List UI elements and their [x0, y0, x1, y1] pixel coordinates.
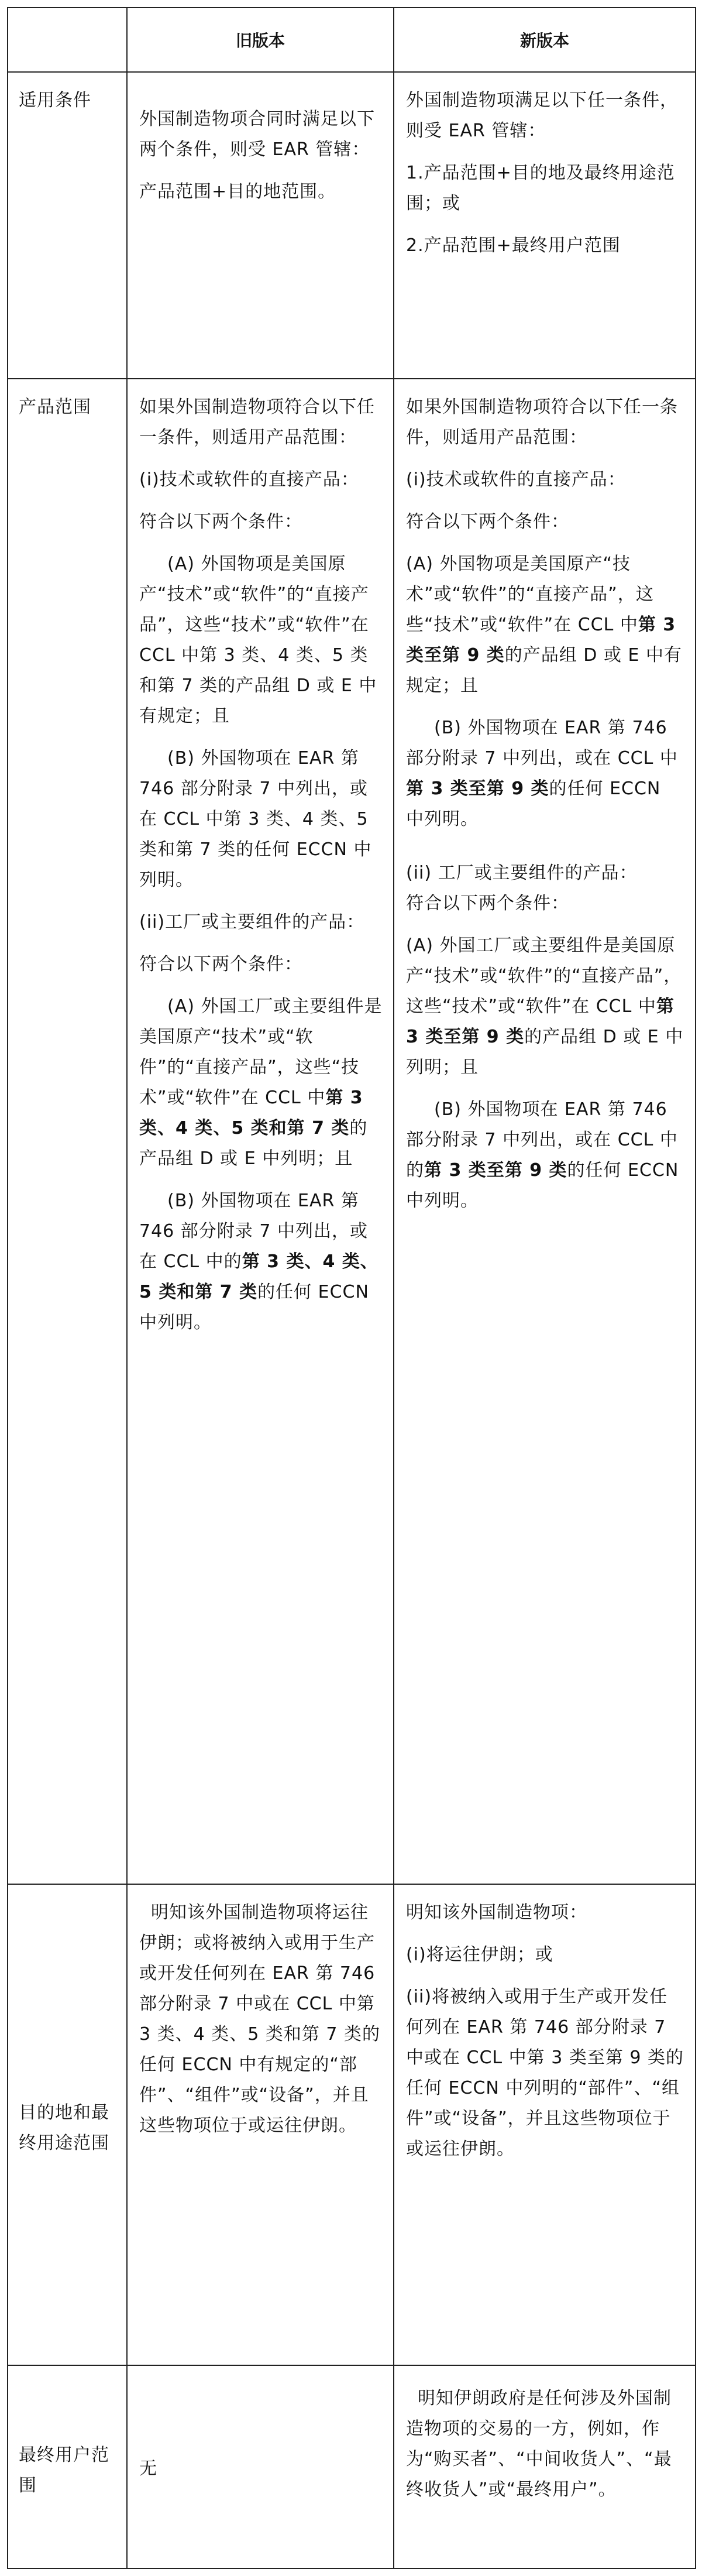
new-bold-text: 第 3 类至第 9 类 [406, 615, 676, 666]
old-text: 无 [139, 2458, 157, 2479]
old-text: (B) 外国物项在 EAR 第 746 部分附录 7 中列出，或在 CCL 中第 3 类、4 类、5 类和第 7 类的任何 ECCN 中列明。 [139, 748, 372, 890]
old-text-block [139, 1186, 383, 1338]
new-end-user-cell [394, 2365, 696, 2568]
old-text: (i)技术或软件的直接产品： [139, 469, 359, 490]
new-bold-text: 第 3 类至第 9 类 [424, 1160, 567, 1181]
new-text: 如果外国制造物项符合以下任一条件，则适用产品范围： [406, 397, 678, 448]
old-bold-text: 第 3 类、4 类、5 类和第 7 类 [139, 1251, 378, 1302]
old-text: 的产品组 D 或 E 中列明；且 [139, 1118, 368, 1169]
old-destination-cell [127, 1884, 394, 2365]
new-text-block [406, 713, 684, 835]
new-text: 明知伊朗政府是任何涉及外国制造物项的交易的一方，例如，作为“购买者”、“中间收货人”、“最终收货人”或“最终用户”。 [406, 2388, 672, 2500]
new-text: (A) 外国物项是美国原产“技术”或“软件”的“直接产品”，这些“技术”或“软件”在 CCL 中 [406, 554, 654, 635]
old-text: 明知该外国制造物项将运往伊朗；或将被纳入或用于生产或开发任何列在 EAR 第 746 部分附录 7 中或在 CCL 中第 3 类、4 类、5 类和第 7 类的任何 ECCN 中有规定的“部件”、“组件”或“设备”，并且这些物项位于或运往伊朗。 [139, 1902, 381, 2136]
new-text: 2.产品范围+最终用户范围 [406, 235, 621, 256]
old-text: 符合以下两个条件： [139, 954, 302, 975]
row-label-destination-end-use [8, 1884, 127, 2365]
new-product-scope-cell [394, 379, 696, 1884]
header-new-version: 新版本 [394, 8, 696, 72]
new-text: 的任何 ECCN 中列明。 [406, 1160, 679, 1211]
old-product-scope-cell [127, 379, 394, 1884]
new-bold-text: 第 3 类至第 9 类 [406, 996, 675, 1047]
new-text: 符合以下两个条件： [406, 512, 569, 532]
new-text: (ii)将被纳入或用于生产或开发任何列在 EAR 第 746 部分附录 7 中或在 CCL 中第 3 类至第 9 类的任何 ECCN 中列明的“部件”、“组件”或“设备”，并且这些物项位于或运往伊朗。 [406, 1987, 684, 2159]
header-blank-cell [8, 8, 127, 72]
new-text: 外国制造物项满足以下任一条件，则受 EAR 管辖： [406, 90, 678, 141]
new-bold-text: 第 3 类至第 9 类 [406, 778, 549, 799]
header-old-version: 旧版本 [127, 8, 394, 72]
new-text-block [406, 931, 684, 1083]
row-label-applicability [8, 72, 127, 379]
old-applicability-cell [127, 72, 394, 379]
row-destination-end-use [8, 1884, 696, 2365]
old-bold-text: 第 3 类、4 类、5 类和第 7 类 [139, 1088, 363, 1138]
old-text-block [139, 992, 383, 1174]
row-label-product-scope [8, 379, 127, 1884]
new-text: 的产品组 D 或 E 中有规定；且 [406, 645, 682, 696]
old-text: 产品范围+目的地范围。 [139, 181, 336, 202]
old-text: 外国制造物项合同时满足以下两个条件，则受 EAR 管辖： [139, 109, 375, 160]
old-text: 符合以下两个条件： [139, 512, 302, 532]
old-text: (A) 外国物项是美国原产“技术”或“软件”的“直接产品”，这些“技术”或“软件”在 CCL 中第 3 类、4 类、5 类和第 7 类的产品组 D 或 E 中有规定；且 [139, 554, 377, 726]
comparison-table [7, 7, 696, 2569]
new-text: (A) 外国工厂或主要组件是美国原产“技术”或“软件”的“直接产品”，这些“技术”或“软件”在 CCL 中 [406, 935, 682, 1017]
new-text: (B) 外国物项在 EAR 第 746 部分附录 7 中列出，或在 CCL 中的 [406, 1099, 678, 1181]
new-text-block [406, 1095, 684, 1216]
row-product-scope [8, 379, 696, 1884]
old-text: 如果外国制造物项符合以下任一条件，则适用产品范围： [139, 397, 375, 448]
old-text: (B) 外国物项在 EAR 第 746 部分附录 7 中列出，或在 CCL 中的 [139, 1191, 368, 1272]
old-text: (A) 外国工厂或主要组件是美国原产“技术”或“软件”的“直接产品”，这些“技术”或“软件”在 CCL 中 [139, 996, 383, 1108]
new-text: 符合以下两个条件： [406, 893, 569, 914]
new-text: 的任何 ECCN 中列明。 [406, 778, 661, 829]
new-text: 明知该外国制造物项： [406, 1902, 587, 1923]
label-text: 适用条件 [19, 90, 91, 111]
new-text: (i)将运往伊朗；或 [406, 1944, 553, 1965]
old-text: (ii)工厂或主要组件的产品： [139, 912, 365, 932]
new-text-block [406, 549, 684, 701]
old-end-user-cell [127, 2365, 394, 2568]
label-text: 目的地和最终用途范围 [19, 2102, 109, 2153]
row-label-end-user [8, 2365, 127, 2568]
new-text: 的产品组 D 或 E 中列明；且 [406, 1027, 684, 1078]
new-applicability-cell [394, 72, 696, 379]
new-destination-cell [394, 1884, 696, 2365]
header-row [8, 8, 696, 72]
new-text: 1.产品范围+目的地及最终用途范围；或 [406, 163, 675, 214]
new-text: (B) 外国物项在 EAR 第 746 部分附录 7 中列出，或在 CCL 中 [406, 718, 678, 769]
label-text: 最终用户范围 [19, 2444, 109, 2496]
old-text: 的任何 ECCN 中列明。 [139, 1282, 369, 1333]
new-text: (i)技术或软件的直接产品： [406, 469, 626, 490]
label-text: 产品范围 [19, 397, 91, 417]
row-end-user [8, 2365, 696, 2568]
new-text: (ii) 工厂或主要组件的产品： [406, 863, 638, 883]
row-applicability [8, 72, 696, 379]
